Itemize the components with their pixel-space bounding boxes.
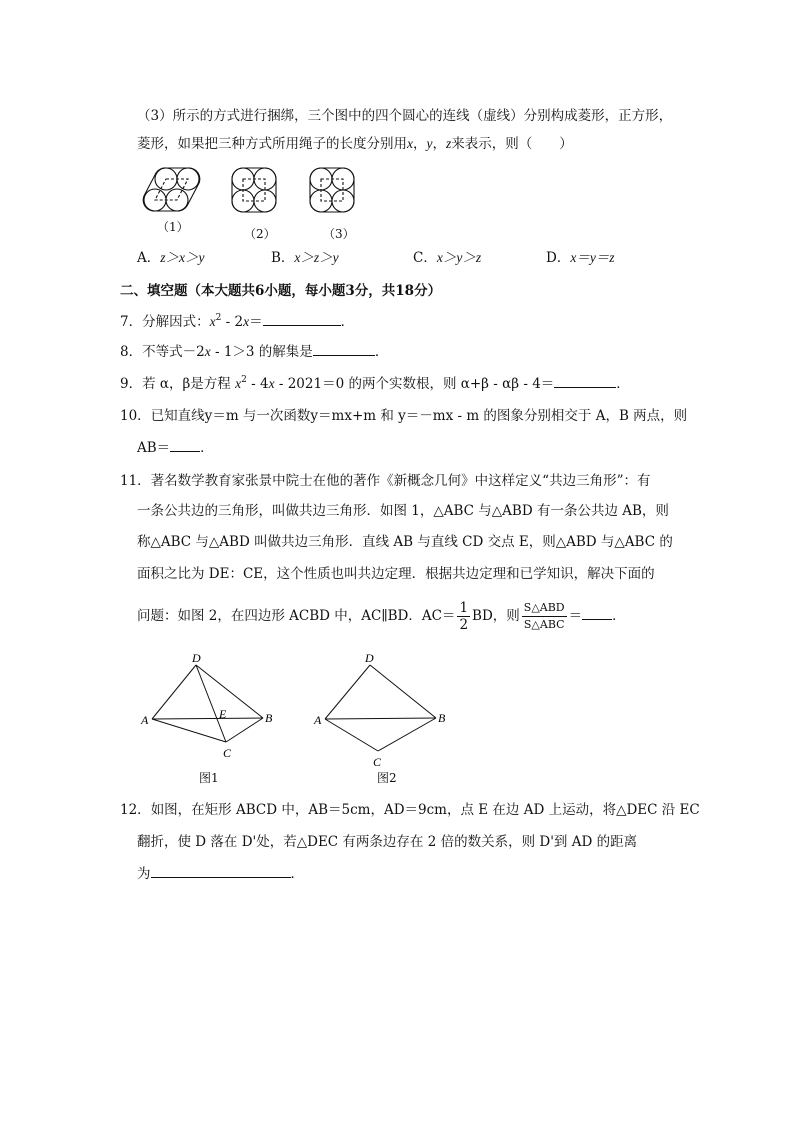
segment-ab (325, 718, 436, 719)
period: ． (290, 866, 304, 882)
question-10-line2 (137, 437, 214, 458)
q6-figures (135, 163, 375, 225)
q10-text: 已知直线y＝m 与一次函数y＝mx+m 和 y＝－mx - m 的图象分别相交于 A，B 两点，则 (150, 408, 688, 424)
q7-text: - 2 (221, 314, 244, 330)
q10-text: AB＝ (137, 440, 171, 456)
question-10-line1 (120, 406, 687, 426)
q7-text: ＝ (249, 314, 263, 330)
q7-text: 分解因式： (142, 314, 210, 330)
q6-line2-end: 来表示，则（ ） (451, 136, 573, 152)
q9-text: - 2021＝0 的两个实数根，则 α+β - αβ - 4＝ (274, 376, 555, 392)
period: ． (340, 314, 355, 330)
question-12-line2: 翻折，使 D 落在 D'处，若△DEC 有两条边存在 2 倍的数关系，则 D'到 AD 的距离 (137, 834, 638, 850)
period: ． (200, 440, 214, 456)
answer-blank[interactable] (554, 373, 616, 388)
comma: ， (432, 136, 446, 152)
option-text: z＞x＞y (160, 250, 205, 265)
period: ． (616, 376, 630, 392)
point-d: D (365, 652, 374, 665)
fig2-circles (232, 168, 276, 212)
exponent: 2 (215, 313, 222, 323)
var-x: x (243, 314, 250, 329)
q11-text: 问题：如图 2，在四边形 ACBD 中，AC∥BD．AC＝ (137, 608, 456, 624)
fig1-label: （1） (157, 220, 189, 234)
q6-line2 (137, 134, 573, 154)
option-letter: C． (413, 250, 437, 266)
option-text: x＝y＝z (570, 250, 615, 265)
segment-da (325, 665, 370, 719)
q11-text: 著名数学教育家张景中院士在他的著作《新概念几何》中这样定义“共边三角形”：有 (150, 473, 651, 489)
fraction-denominator: 2 (459, 617, 469, 633)
question-12-line1 (120, 800, 700, 820)
q11-text: BD，则 (472, 608, 520, 624)
var-x: x (235, 376, 242, 391)
question-number: 12． (120, 802, 151, 818)
question-12-line3 (137, 863, 304, 884)
question-number: 7． (120, 314, 143, 330)
var-z: z (446, 136, 452, 151)
segment-ac (152, 719, 226, 742)
question-11-line2: 一条公共边的三角形，叫做共边三角形．如图 1，△ABC 与△ABD 有一条公共边 AB，则 (137, 503, 669, 519)
comma: ， (413, 136, 427, 152)
fig3-circles (310, 168, 354, 212)
q11-text: ＝ (568, 608, 583, 624)
figure-2-caption: 图2 (377, 771, 397, 785)
option-letter: B． (271, 250, 295, 266)
question-number: 11． (120, 473, 151, 489)
q8-text: - 1＞3 的解集是 (210, 344, 313, 360)
q12-text: 如图，在矩形 ABCD 中，AB＝5cm，AD＝9cm，点 E 在边 AD 上运动，将△DEC 沿 EC (150, 802, 700, 818)
point-d: D (192, 652, 201, 665)
var-x: x (407, 136, 413, 151)
option-c (413, 248, 481, 268)
question-number: 8． (120, 344, 143, 360)
section-title: 二、填空题（本大题共6小题，每小题3分，共18分） (120, 283, 442, 299)
question-9 (120, 373, 630, 394)
fraction-area-ratio (522, 600, 567, 633)
segment-bc (378, 718, 436, 751)
option-letter: D． (546, 250, 571, 266)
fig3-label: （3） (323, 227, 355, 241)
period: ． (612, 608, 626, 624)
var-x: x (204, 344, 211, 359)
option-letter: A． (137, 250, 161, 266)
option-text: x＞z＞y (294, 250, 339, 265)
q6-line2-text: 菱形，如果把三种方式所用绳子的长度分别用 (137, 136, 407, 152)
segment-bc (226, 718, 263, 742)
q9-text: - 4 (246, 376, 269, 392)
answer-blank[interactable] (263, 311, 341, 326)
segment-ac (325, 719, 378, 751)
fraction-denominator: S△ABC (523, 618, 565, 631)
point-c: C (373, 755, 382, 769)
segment-db (370, 665, 436, 718)
fraction-numerator: S△ABD (522, 600, 567, 617)
question-8 (120, 341, 388, 362)
answer-blank[interactable] (582, 605, 612, 620)
q6-line1: （3）所示的方式进行捆绑，三个图中的四个圆心的连线（虚线）分别构成菱形，正方形， (137, 108, 673, 124)
answer-blank[interactable] (313, 341, 375, 356)
option-b (271, 248, 339, 268)
question-11-line1 (120, 471, 651, 491)
point-b: B (438, 711, 446, 725)
question-7 (120, 311, 354, 332)
answer-blank[interactable] (170, 437, 200, 452)
segment-da (152, 665, 196, 719)
segment-ab (152, 718, 263, 719)
figure-1-caption: 图1 (199, 771, 219, 785)
var-x: x (268, 376, 275, 391)
q9-text: 若 α，β是方程 (142, 376, 236, 392)
q12-text: 为 (137, 866, 151, 882)
question-11-line3: 称△ABC 与△ABD 叫做共边三角形．直线 AB 与直线 CD 交点 E，则△ABD 与△ABC 的 (137, 534, 673, 550)
point-c: C (223, 746, 232, 760)
period: ． (374, 344, 389, 360)
point-a: A (314, 713, 322, 727)
fig1-circles (143, 168, 200, 211)
fraction-half (457, 600, 470, 633)
figure-1 (138, 652, 288, 772)
option-d (546, 248, 615, 268)
point-b: B (265, 711, 273, 725)
question-number: 9． (120, 376, 143, 392)
question-11-line5 (137, 596, 626, 636)
fig2-label: （2） (244, 227, 276, 241)
q8-text: 不等式－2 (142, 344, 205, 360)
question-number: 10． (120, 408, 151, 424)
exponent: 2 (241, 375, 247, 385)
question-11-line4: 面积之比为 DE：CE，这个性质也叫共边定理．根据共边定理和已学知识，解决下面的 (137, 566, 655, 582)
option-text: x＞y＞z (436, 250, 482, 265)
point-a: A (141, 713, 149, 727)
point-e: E (219, 707, 227, 721)
var-x: x (209, 314, 216, 329)
figure-2 (312, 652, 462, 772)
var-y: y (426, 136, 433, 151)
fraction-numerator: 1 (459, 600, 469, 616)
option-a (137, 248, 205, 268)
answer-blank[interactable] (151, 863, 291, 878)
